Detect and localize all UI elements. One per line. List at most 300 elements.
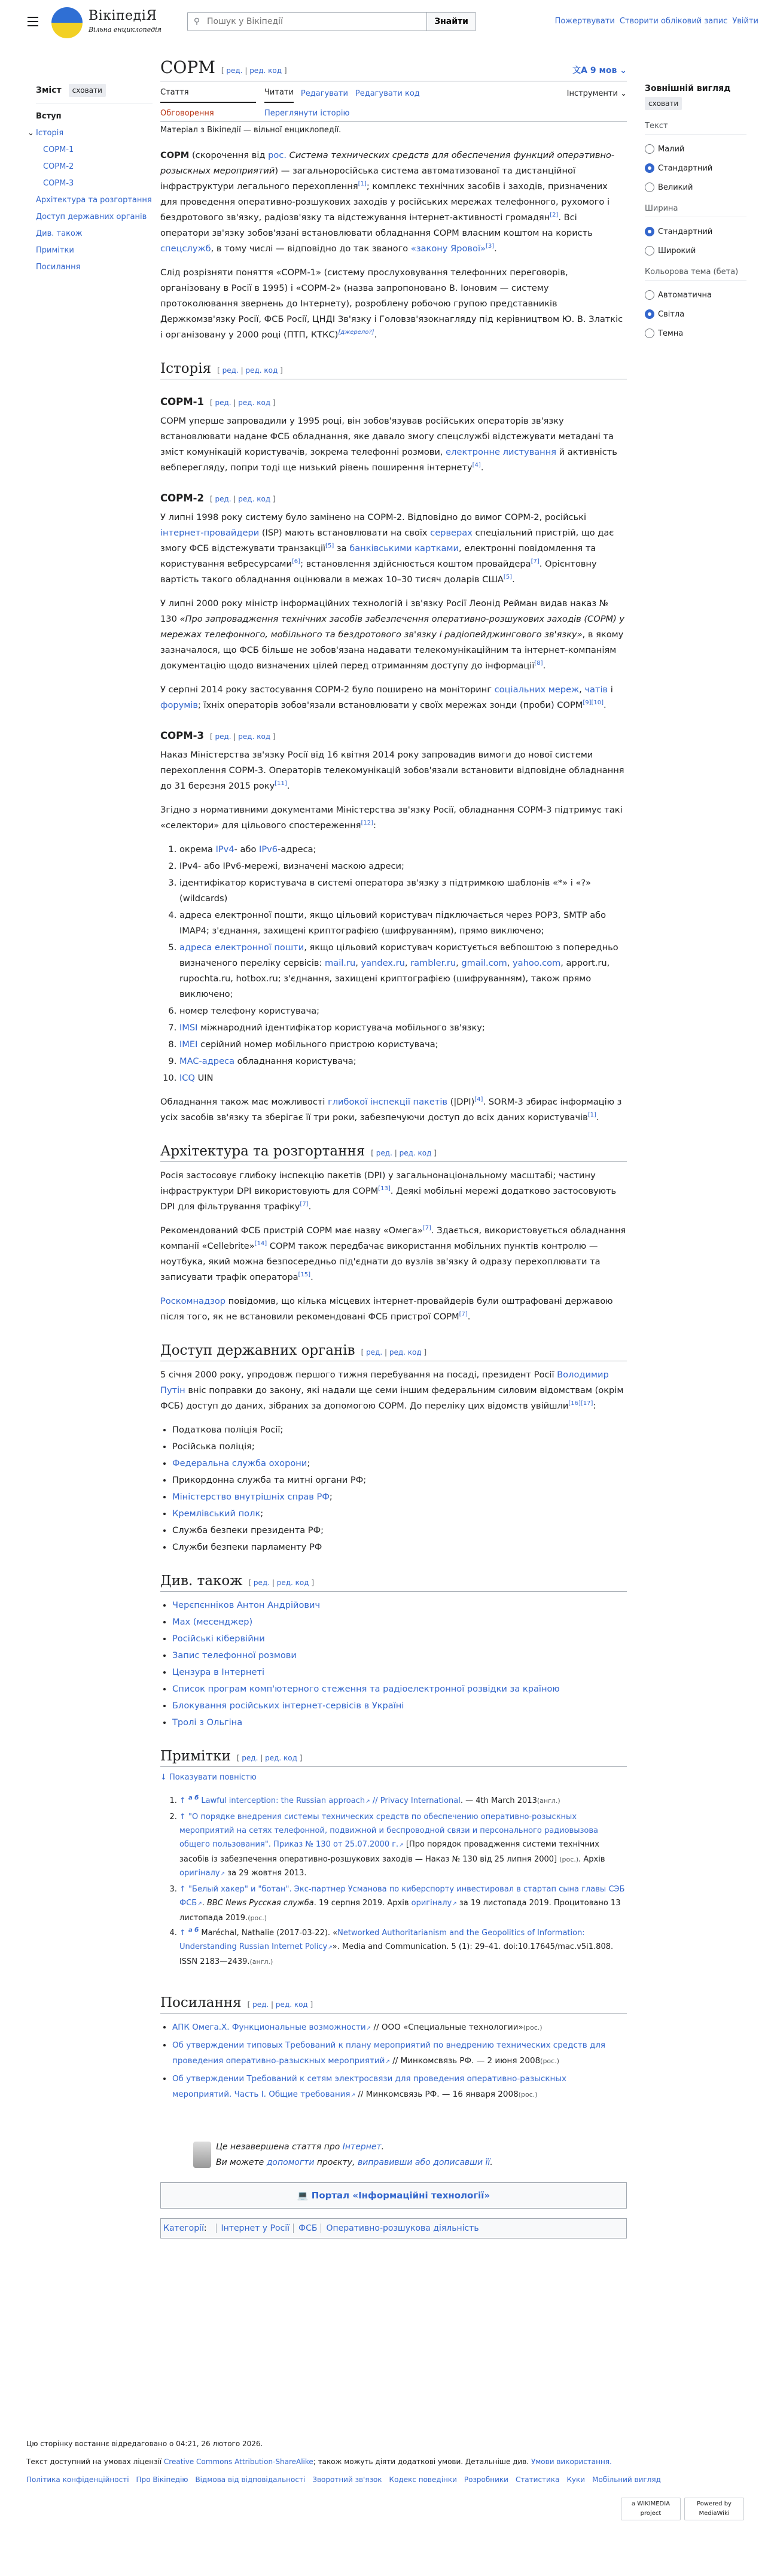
external-link[interactable]: "О порядке внедрения системы технических средств по обеспечению оперативно-розыскных мероприятий на сетях телефонной, подвижной и беспроводной связи и персонального радиовызова общего пользования". Приказ № 130 от 25.07.2000 г. ↗ (179, 1812, 598, 1849)
list-item (172, 1506, 627, 1522)
toc-item-label[interactable]: Історія (36, 129, 64, 138)
text: (ISP) мають встановлювати на своїх (259, 528, 431, 538)
inline-link[interactable]: Черєпєнніков Антон Андрійович (172, 1600, 321, 1610)
edit-link[interactable]: ред. (215, 495, 231, 503)
section-heading-notes (160, 1748, 627, 1767)
text: обладнання користувача; (234, 1056, 356, 1066)
backref-links[interactable]: а б (188, 1927, 199, 1934)
reference-link[interactable]: [4] (472, 462, 481, 469)
inline-link[interactable]: mail.ru (325, 958, 356, 968)
text: ) — загальноросійська система автоматизованої та дистанційної інфраструктури легального перехоплення (160, 166, 576, 191)
toc-item-notes[interactable] (36, 246, 153, 256)
edit-source-link[interactable]: ред. код (238, 732, 271, 741)
category-link[interactable]: Інтернет у Росії (216, 2224, 290, 2233)
inline-link[interactable]: MAC-адреса (179, 1056, 235, 1066)
text: Текст доступний на умовах ліцензії (26, 2458, 164, 2466)
inline-link[interactable]: IMEI (179, 1039, 198, 1050)
edit-source-link[interactable]: ред. код (265, 1754, 297, 1762)
inline-link[interactable]: інтернет-провайдери (160, 528, 260, 538)
reference-link[interactable]: [7] (459, 1311, 468, 1318)
show-all-label[interactable]: ↓ Показувати повністю (160, 1773, 257, 1782)
toc-item-access[interactable] (36, 212, 153, 222)
width-wide[interactable] (645, 241, 746, 260)
categories-label[interactable]: Категорії (163, 2224, 204, 2233)
list-item (179, 842, 627, 857)
page-tabs (160, 81, 627, 103)
language-note: (рос.) (523, 2024, 543, 2031)
heading-text: СОРМ-2 (160, 492, 204, 504)
powered-by-mediawiki-badge[interactable]: Powered by MediaWiki (684, 2498, 744, 2520)
toc-item-label[interactable]: Архітектура та розгортання (36, 196, 152, 205)
toc-item-sorm1[interactable] (36, 145, 153, 155)
inline-link[interactable]: Міністерство внутрішніх справ РФ (172, 1492, 330, 1502)
footer (26, 2439, 744, 2517)
text-size-large[interactable] (645, 178, 746, 197)
list-item (172, 1523, 627, 1538)
chevron-down-icon[interactable]: ⌄ (28, 129, 34, 138)
list-item (179, 1054, 627, 1069)
reference-link[interactable]: [17] (580, 1400, 593, 1407)
section-heading-sorm3 (160, 730, 627, 741)
radio-icon[interactable] (645, 290, 654, 300)
footer-link-about[interactable]: Про Вікіпедію (136, 2475, 188, 2484)
text: проєкту, (314, 2158, 358, 2167)
external-link[interactable]: "Белый хакер" и "ботан". Экс-партнер Усманова по киберспорту инвестировал в стартап сына главы СЭБ ФСБ ↗ (179, 1885, 624, 1908)
footer-links (26, 2475, 744, 2484)
external-link[interactable]: оригіналу ↗ (412, 1899, 457, 1908)
radio-selected-icon[interactable] (645, 309, 654, 319)
show-all-notes-link[interactable] (160, 1773, 627, 1782)
toc-item-history[interactable] (28, 129, 153, 138)
edit-source-link[interactable]: ред. код (389, 1348, 422, 1357)
edit-source-link[interactable]: ред. код (245, 366, 278, 375)
logo-title[interactable]: ВікіпедіЯ (89, 8, 157, 23)
wikipedia-globe-logo[interactable] (51, 7, 83, 38)
theme-auto[interactable] (645, 285, 746, 305)
text: Податкова поліція Росії; (172, 1425, 284, 1435)
reference-link[interactable]: [7] (422, 1225, 431, 1232)
portal-link[interactable]: Портал «Інформаційні технології» (311, 2190, 490, 2201)
text: . (287, 781, 290, 791)
edit-link[interactable]: ред. (215, 399, 231, 407)
chevron-down-icon: ⌄ (620, 89, 627, 98)
inline-link[interactable]: Володимир Путін (160, 1370, 609, 1395)
inline-link[interactable]: IPv4 (215, 844, 234, 854)
reference-link[interactable]: [4] (474, 1096, 483, 1103)
search-button[interactable]: Знайти (426, 13, 476, 31)
paragraph (160, 1294, 627, 1325)
text: . (512, 574, 515, 585)
login-link[interactable]: Увійти (732, 17, 758, 26)
list-item (172, 1598, 627, 1613)
text: : (373, 820, 376, 831)
user-links (555, 17, 758, 26)
text: Росія застосовує глибоку інспекцію пакетів (DPI) у загальнонаціональному масштабі; частину інфраструктури DPI використовують для СОРМ (160, 1170, 596, 1196)
page-title-bar (160, 55, 627, 81)
list-item (172, 2071, 627, 2103)
text: . (381, 2142, 385, 2152)
paragraph (160, 1094, 627, 1126)
text: ; (307, 1458, 310, 1468)
list-item (172, 2037, 627, 2070)
toc-item-label[interactable]: СОРМ-1 (43, 145, 74, 154)
text: серійний номер мобільного пристрою користувача; (197, 1039, 438, 1050)
radio-icon[interactable] (645, 329, 654, 338)
toc-item-architecture[interactable] (36, 196, 153, 205)
text: . Орієнтовну вартість такого обладнання оцінювали в межах 10–30 тисяч доларів США (160, 559, 597, 585)
wikimedia-project-badge[interactable]: a WIKIMEDIA project (621, 2498, 681, 2520)
footer-link-disclaimer[interactable]: Відмова від відповідальності (195, 2475, 306, 2484)
inline-link[interactable]: рос. (268, 150, 287, 160)
reference-link[interactable]: [7] (300, 1201, 309, 1208)
edit-source-link[interactable]: ред. код (399, 1149, 432, 1157)
toc-item-label[interactable]: Доступ державних органів (36, 212, 147, 221)
text: ; (260, 1509, 264, 1519)
language-note: (рос.) (518, 2091, 538, 2098)
inline-link[interactable]: «закону Ярової» (410, 244, 486, 254)
inline-link[interactable]: ↑ (179, 1796, 186, 1805)
footer-link-mobile[interactable]: Мобільний вигляд (592, 2475, 661, 2484)
reference-link[interactable]: [12] (361, 820, 374, 827)
list-item (172, 1665, 627, 1680)
reference-link[interactable]: [5] (325, 543, 334, 550)
text: , (404, 958, 411, 968)
italic-text: BBC News Русская служба (207, 1899, 314, 1908)
list-item (172, 1648, 627, 1663)
toc-item-links[interactable] (36, 263, 153, 272)
text: . (543, 661, 546, 671)
text: номер телефону користувача; (179, 1006, 320, 1016)
citation-needed[interactable]: [джерело?] (338, 329, 374, 336)
page-title: СОРМ (160, 57, 215, 77)
toc-item-see-also[interactable] (36, 229, 153, 239)
inline-link[interactable]: Умови використання. (531, 2458, 612, 2466)
inline-link[interactable]: Цензура в Інтернеті (172, 1667, 264, 1677)
reference-link[interactable]: [3] (485, 243, 495, 250)
text-size-standard[interactable] (645, 159, 746, 178)
section-heading-access (160, 1343, 627, 1361)
section-heading-links (160, 1995, 627, 2014)
backref-links[interactable]: а б (188, 1795, 199, 1802)
text: . SORM-3 збирає інформацію з усіх засобів зв'язку та зберігає її три роки, забезпечуючи доступ до всіх даних користувачів (160, 1097, 622, 1123)
create-account-link[interactable]: Створити обліковий запис (619, 17, 728, 26)
inline-link[interactable]: Блокування російських інтернет-сервісів в Україні (172, 1701, 404, 1711)
text: Служба безпеки президента РФ; (172, 1525, 324, 1535)
edit-link[interactable]: ред. (376, 1149, 392, 1157)
toc-hide-button[interactable]: сховати (69, 84, 106, 97)
text: . Здається, використовується обладнання компанії «Cellebrite» (160, 1225, 626, 1251)
stub-line (216, 2155, 493, 2170)
footer-link-privacy[interactable]: Політика конфіденційності (26, 2475, 129, 2484)
edit-source-link[interactable]: ред. код (249, 66, 282, 75)
inline-link[interactable]: ICQ (179, 1073, 195, 1083)
inline-link[interactable]: ↑ (179, 1929, 186, 1938)
tab-edit-source[interactable]: Редагувати код (355, 89, 420, 98)
edit-link[interactable]: ред. (366, 1348, 383, 1357)
reference-link[interactable]: [14] (254, 1240, 267, 1248)
inline-link[interactable]: ↑ (179, 1812, 186, 1821)
italic-text: Система технических средств для обеспечения функций оперативно-розыскных мероприятий (160, 150, 615, 176)
reference-link[interactable]: [8] (534, 660, 543, 667)
text: (скорочення від (189, 150, 269, 160)
text: , (507, 958, 513, 968)
text: ; встановлення здійснюється коштом провайдера (300, 559, 531, 569)
section-heading-sorm1 (160, 396, 627, 407)
inline-link[interactable]: Список програм комп'ютерного стеження та радіоелектронної розвідки за країною (172, 1684, 560, 1694)
references-scroll-box[interactable] (160, 1794, 627, 1977)
text: ; їхніх операторів зобов'язали встановлювати у своїх мережах зонди (проби) СОРМ (197, 700, 583, 710)
list-item (172, 2020, 627, 2036)
logo-tagline: Вільна енциклопедія (89, 26, 161, 34)
tab-article[interactable]: Стаття (160, 88, 256, 103)
radio-icon[interactable] (645, 144, 654, 154)
edit-source-link[interactable]: ред. код (238, 399, 271, 407)
tab-read[interactable]: Читати (264, 88, 294, 103)
text: UIN (194, 1073, 214, 1083)
paragraph (160, 413, 627, 476)
footer-link-developers[interactable]: Розробники (464, 2475, 508, 2484)
inline-link[interactable]: ↑ (179, 1885, 186, 1894)
text: окрема (179, 844, 216, 854)
agencies-list (160, 1422, 627, 1555)
edit-source-link[interactable]: ред. код (238, 495, 271, 503)
reference-link[interactable]: [2] (550, 212, 559, 219)
radio-label: Малий (658, 144, 685, 154)
edit-links: [ ред. | ред. код ] (371, 1149, 437, 1157)
intro-paragraph (160, 265, 627, 343)
inline-link[interactable]: gmail.com (461, 958, 507, 968)
section-heading-architecture (160, 1143, 627, 1162)
tab-edit[interactable]: Редагувати (300, 89, 348, 98)
list-item (179, 1794, 627, 1809)
inline-link[interactable]: спецслужб (160, 244, 211, 254)
external-link[interactable]: Об утверждении Требований к сетям электросвязи для проведения оперативно-разыскных мероприятий. Часть I. Общие требования ↗ (172, 2074, 566, 2099)
text-size-small[interactable] (645, 139, 746, 159)
radio-icon[interactable] (645, 183, 654, 192)
footer-link-code-of-conduct[interactable]: Кодекс поведінки (389, 2475, 457, 2484)
color-theme-label: Кольорова тема (бета) (645, 260, 746, 281)
toc-item-sorm3[interactable] (36, 179, 153, 188)
list-item (179, 1882, 627, 1925)
edit-source-link[interactable]: ред. код (275, 2000, 308, 2009)
inline-link[interactable]: IPv6 (259, 844, 278, 854)
reference-link[interactable]: [9] (583, 699, 592, 707)
translate-icon: 文A (572, 66, 590, 75)
toc-item-label[interactable]: Примітки (36, 246, 74, 255)
italic-text: «Про запровадження технічних засобів забезпечення оперативно-розшукових заходів (СОРМ) у мережах телефонного, мобільного та бездротового зв'язку і радіопейджингового зв'язку» (160, 614, 625, 640)
edit-link[interactable]: ред. (222, 366, 239, 375)
reference-link[interactable]: [1] (587, 1112, 596, 1119)
inline-link[interactable]: yandex.ru (361, 958, 405, 968)
edit-link[interactable]: ред. (226, 66, 243, 75)
inline-link[interactable]: банківськими картками (349, 543, 459, 553)
inline-link[interactable]: Федеральна служба охорони (172, 1458, 307, 1468)
inline-link[interactable]: Max (месенджер) (172, 1617, 253, 1627)
search-input[interactable] (206, 13, 426, 31)
inline-link[interactable]: допомогти (266, 2158, 315, 2167)
inline-link[interactable]: чатів (584, 685, 608, 695)
category-link[interactable]: Оперативно-розшукова діяльність (321, 2224, 479, 2233)
toc-item-label[interactable]: СОРМ-3 (43, 179, 74, 188)
inline-link[interactable]: Роскомнадзор (160, 1296, 226, 1306)
heading-text: Архітектура та розгортання (160, 1143, 365, 1159)
paragraph (160, 1367, 627, 1414)
text: . (596, 1112, 599, 1123)
inline-link[interactable]: // Privacy International (372, 1796, 461, 1805)
inline-link[interactable]: Тролі з Ольгіна (172, 1717, 243, 1728)
text: Обладнання також має можливості (160, 1097, 328, 1107)
text: спеціальний пристрій, що дає змогу ФСБ відстежувати транзакції (160, 528, 614, 553)
text: за 19 листопада 2019. Процитовано 13 листопада 2019. (179, 1899, 621, 1923)
text: -адреса; (278, 844, 316, 854)
width-standard[interactable] (645, 222, 746, 241)
footer-link-statistics[interactable]: Статистика (515, 2475, 560, 2484)
edit-source-link[interactable]: ред. код (276, 1579, 309, 1587)
inline-link[interactable]: rambler.ru (410, 958, 456, 968)
edit-link[interactable]: ред. (242, 1754, 258, 1762)
text: Наказ Міністерства зв'язку Росії від 16 квітня 2014 року запровадив вимоги до нової системи перехоплення СОРМ-3. Операторів телекомунікацій зобов'язали встановити відповідне обладнання до 31 березня 2015 року (160, 750, 624, 791)
inline-link[interactable]: соціальних мереж (494, 685, 580, 695)
external-link[interactable]: Lawful interception: the Russian approach ↗ (201, 1796, 370, 1805)
main-menu-icon[interactable] (28, 17, 38, 26)
tab-talk[interactable]: Обговорення (160, 109, 214, 118)
computer-icon: 💻 (297, 2190, 312, 2201)
footer-link-cookies[interactable]: Куки (566, 2475, 586, 2484)
category-link[interactable]: ФСБ (293, 2224, 317, 2233)
text: . Всі оператори зв'язку зобов'язані встановлювати обладнання СОРМ власним коштом на користь (160, 212, 593, 238)
text: // Минкомсвязь РФ. — 16 января 2008 (355, 2090, 519, 2099)
paragraph (160, 747, 627, 794)
text: Служби безпеки парламенту РФ (172, 1542, 322, 1552)
text: , в якому зазначалося, що ФСБ більше не зобов'язана надавати телекомунікаційним та інтернет-компаніям документацію щодо визначених цілей перед отриманням доступу до інформації (160, 629, 624, 671)
toc-item-label: Вступ (36, 112, 62, 121)
text: , в тому числі — відповідно до так званого (211, 244, 411, 254)
text: . 19 серпня 2019. Архів (313, 1899, 412, 1908)
inline-link[interactable]: серверах (430, 528, 473, 538)
toc-item-intro[interactable] (36, 112, 153, 121)
inline-link[interactable]: електронне листування (446, 447, 557, 457)
list-item (172, 1681, 627, 1697)
heading-text: СОРМ-1 (160, 396, 204, 407)
external-link[interactable]: АПК Омега.Х. Функциональные возможности ↗ (172, 2023, 371, 2032)
text: (|DPI) (447, 1097, 475, 1107)
external-link[interactable]: Об утверждении типовых Требований к плану мероприятий по внедрению технических средств для проведения оперативно-разыскных мероприятий ↗ (172, 2040, 605, 2066)
edit-link[interactable]: ред. (253, 1579, 270, 1587)
toc-item-label[interactable]: Посилання (36, 263, 81, 272)
external-link[interactable]: оригіналу ↗ (179, 1869, 225, 1878)
inline-link[interactable]: Запис телефонної розмови (172, 1650, 297, 1660)
categories-box: Категорії: Інтернет у Росії ФСБ Оперативно-розшукова діяльність (160, 2218, 627, 2239)
toc-item-label[interactable]: Див. також (36, 229, 83, 238)
heading-text: Примітки (160, 1748, 231, 1764)
reference-link[interactable]: [15] (298, 1272, 311, 1279)
inline-link[interactable]: глибокої інспекції пакетів (328, 1097, 447, 1107)
appearance-hide-button[interactable]: сховати (645, 97, 682, 110)
language-note: (англ.) (537, 1797, 560, 1805)
inline-link[interactable]: виправивши або дописавши її (357, 2158, 490, 2167)
footer-link-contact[interactable]: Зворотний зв'язок (312, 2475, 382, 2484)
reference-link[interactable]: [6] (291, 558, 301, 565)
radio-selected-icon[interactable] (645, 163, 654, 173)
reference-link[interactable]: [7] (531, 558, 540, 565)
tools-menu[interactable] (567, 89, 627, 103)
edit-links: [ ред. | ред. код ] (221, 66, 287, 75)
edit-link[interactable]: ред. (252, 2000, 269, 2009)
inline-link[interactable]: Російські кібервійни (172, 1634, 265, 1644)
reference-link[interactable]: [11] (275, 780, 287, 787)
text: 5 січня 2000 року, упродовж першого тижня перебування на посаді, президент Росії (160, 1370, 557, 1380)
text: // ООО «Специальные технологии» (371, 2023, 523, 2032)
text: У липні 1998 року систему було замінено на СОРМ-2. Відповідно до вимог СОРМ-2, російські (160, 512, 587, 522)
text: Maréchal, Nathalie (2017-03-22). « (199, 1929, 338, 1938)
reference-link[interactable]: [16] (568, 1400, 581, 1407)
text: . (480, 463, 484, 473)
paragraph (160, 802, 627, 834)
language-button[interactable]: 文A 9 мов ⌄ (572, 66, 627, 75)
external-link[interactable]: Networked Authoritarianism and the Geopolitics of Information: Understanding Russian Internet Policy ↗ (179, 1929, 585, 1951)
text: , apport.ru, rupochta.ru, hotbox.ru; з'єднання, захищені криптографією (шифруванням), також прямо виключено; (179, 958, 610, 999)
text: . (494, 244, 497, 254)
edit-links: [ ред. | ред. код ] (209, 495, 276, 503)
radio-label: Автоматична (658, 290, 712, 300)
donate-link[interactable]: Пожертвувати (554, 17, 615, 26)
text: , електронні повідомлення та користування вебресурсами (160, 543, 596, 569)
inline-link[interactable]: Кремлівський полк (172, 1509, 261, 1519)
appearance-panel (645, 84, 746, 343)
text: . (374, 330, 377, 340)
inline-link[interactable]: yahoo.com (513, 958, 561, 968)
reference-link[interactable]: [1] (358, 181, 367, 188)
toc-title: Зміст (36, 86, 62, 95)
inline-link[interactable]: адреса електронної пошти (179, 942, 304, 953)
text: й активність вебперегляду, попри тоді ще низький рівень поширення інтернету (160, 447, 617, 473)
license-text (26, 2457, 744, 2466)
article (160, 55, 627, 2239)
toc-item-label[interactable]: СОРМ-2 (43, 162, 74, 171)
inline-link[interactable]: IMSI (179, 1023, 198, 1033)
text: Згідно з нормативними документами Міністерства зв'язку Росії, обладнання СОРМ-3 підтримує такі «селектори» для цільового спостереження (160, 805, 623, 831)
inline-link[interactable]: Creative Commons Attribution-ShareAlike (163, 2458, 313, 2466)
text: , (579, 685, 585, 695)
edit-links: [ ред. | ред. код ] (361, 1348, 427, 1357)
reference-link[interactable]: [10] (591, 699, 604, 707)
language-note: (рос.) (559, 1856, 579, 1863)
reference-link[interactable]: [13] (378, 1185, 391, 1193)
text: Рекомендований ФСБ пристрій СОРМ має назву «Омега» (160, 1225, 423, 1236)
radio-icon[interactable] (645, 246, 654, 256)
last-edited: Цю сторінку востаннє відредаговано о 04:21, 26 лютого 2026. (26, 2440, 263, 2448)
theme-light[interactable] (645, 305, 746, 324)
portal-box (160, 2182, 627, 2209)
tab-history[interactable]: Переглянути історію (264, 109, 350, 118)
reference-link[interactable]: [5] (503, 574, 513, 581)
paragraph (160, 1168, 627, 1215)
edit-link[interactable]: ред. (215, 732, 231, 741)
theme-dark[interactable] (645, 324, 746, 343)
list-item (179, 1070, 627, 1086)
inline-link[interactable]: Інтернет (342, 2142, 382, 2152)
page-tabs-row2 (160, 103, 627, 122)
section-heading-see-also (160, 1573, 627, 1592)
search-form (187, 12, 476, 31)
radio-selected-icon[interactable] (645, 227, 654, 236)
radio-label: Стандартний (658, 163, 713, 173)
inline-link[interactable]: форумів (160, 700, 198, 710)
text: ». Media and Communication. 5 (1): 29–41. doi:10.17645/mac.v5i1.808. ISSN 2183—2439. (179, 1942, 614, 1966)
toc-item-sorm2[interactable] (36, 162, 153, 172)
edit-links: [ ред. | ред. код ] (248, 1579, 315, 1587)
text: , (456, 958, 462, 968)
